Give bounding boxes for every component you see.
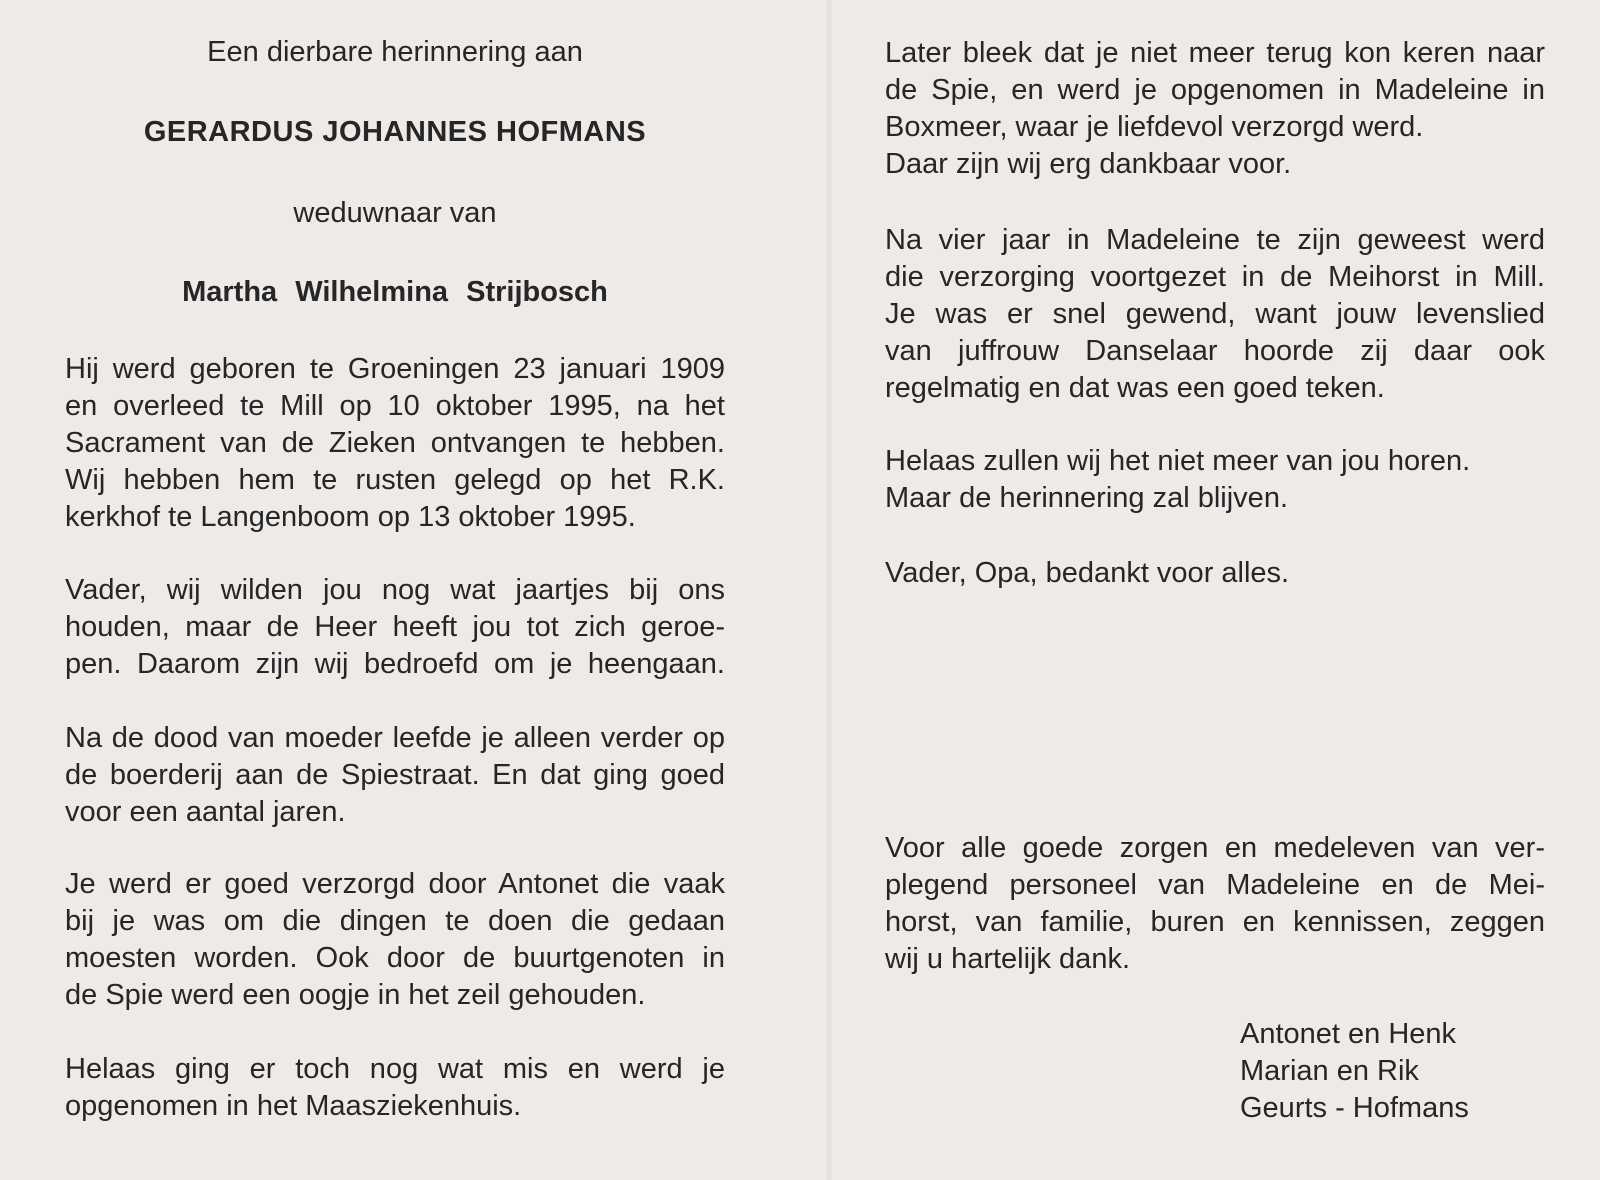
deceased-name: GERARDUS JOHANNES HOFMANS: [143, 116, 647, 148]
text-line: de Spie werd een oogje in het zeil gehouden.: [65, 979, 646, 1011]
text-line: Vader, wij wilden jou nog wat jaartjes bij ons: [65, 574, 725, 606]
thanks-paragraph: [885, 830, 1545, 978]
signatory-line: Geurts - Hofmans: [1240, 1092, 1469, 1124]
text-line: horst, van familie, buren en kennissen, zeggen: [885, 906, 1545, 938]
paragraph-hospital: [65, 1051, 725, 1125]
text-line: pen. Daarom zijn wij bedroefd om je heengaan.: [65, 648, 725, 680]
text-line: Je werd er goed verzorgd door Antonet die vaak: [65, 868, 725, 900]
card-fold: [826, 0, 832, 1180]
text-line: die verzorging voortgezet in de Meihorst in Mill.: [885, 261, 1545, 293]
paragraph-birth-death: [65, 351, 725, 536]
text-line: Na vier jaar in Madeleine te zijn geweest werd: [885, 224, 1545, 256]
text-line: moesten worden. Ook door de buurtgenoten in: [65, 942, 725, 974]
text-line: opgenomen in het Maasziekenhuis.: [65, 1090, 522, 1122]
paragraph-memory: [885, 443, 1545, 517]
text-line: Daar zijn wij erg dankbaar voor.: [885, 148, 1292, 180]
text-line: van juffrouw Danselaar hoorde zij daar ook: [885, 335, 1545, 367]
text-line: Wij hebben hem te rusten gelegd op het R.K.: [65, 464, 725, 496]
signatory-line: Marian en Rik: [1240, 1055, 1419, 1087]
text-line: Maar de herinnering zal blijven.: [885, 482, 1288, 514]
text-line: Sacrament van de Zieken ontvangen te hebben.: [65, 427, 725, 459]
paragraph-madeleine: [885, 35, 1545, 183]
paragraph-farm: [65, 720, 725, 831]
text-line: plegend personeel van Madeleine en de Mei-: [885, 869, 1545, 901]
text-line: Vader, Opa, bedankt voor alles.: [885, 557, 1290, 589]
text-line: Later bleek dat je niet meer terug kon keren naar: [885, 37, 1545, 69]
text-line: wij u hartelijk dank.: [885, 943, 1130, 975]
signatories: [1240, 1016, 1560, 1127]
paragraph-thank-father: [885, 555, 1545, 592]
text-line: Boxmeer, waar je liefdevol verzorgd werd.: [885, 111, 1424, 143]
signatory-line: Antonet en Henk: [1240, 1018, 1457, 1050]
text-line: voor een aantal jaren.: [65, 796, 346, 828]
text-line: Voor alle goede zorgen en medeleven van ver-: [885, 832, 1545, 864]
text-line: Hij werd geboren te Groeningen 23 januari 1909: [65, 353, 725, 385]
text-line: kerkhof te Langenboom op 13 oktober 1995.: [65, 501, 636, 533]
text-line: Helaas zullen wij het niet meer van jou horen.: [885, 445, 1471, 477]
text-line: regelmatig en dat was een goed teken.: [885, 372, 1385, 404]
intro-line: Een dierbare herinnering aan: [207, 36, 583, 68]
text-line: Helaas ging er toch nog wat mis en werd je: [65, 1053, 725, 1085]
paragraph-meihorst: [885, 222, 1545, 407]
text-line: de boerderij aan de Spiestraat. En dat ging goed: [65, 759, 725, 791]
text-line: bij je was om die dingen te doen die gedaan: [65, 905, 725, 937]
text-line: houden, maar de Heer heeft jou tot zich geroe-: [65, 611, 725, 643]
paragraph-father: [65, 572, 725, 683]
spouse-name: Martha Wilhelmina Strijbosch: [182, 276, 608, 308]
text-line: Na de dood van moeder leefde je alleen verder op: [65, 722, 725, 754]
paragraph-care: [65, 866, 725, 1014]
text-line: de Spie, en werd je opgenomen in Madeleine in: [885, 74, 1545, 106]
text-line: en overleed te Mill op 10 oktober 1995, na het: [65, 390, 725, 422]
text-line: Je was er snel gewend, want jouw levenslied: [885, 298, 1545, 330]
relation-line: weduwnaar van: [293, 197, 497, 229]
